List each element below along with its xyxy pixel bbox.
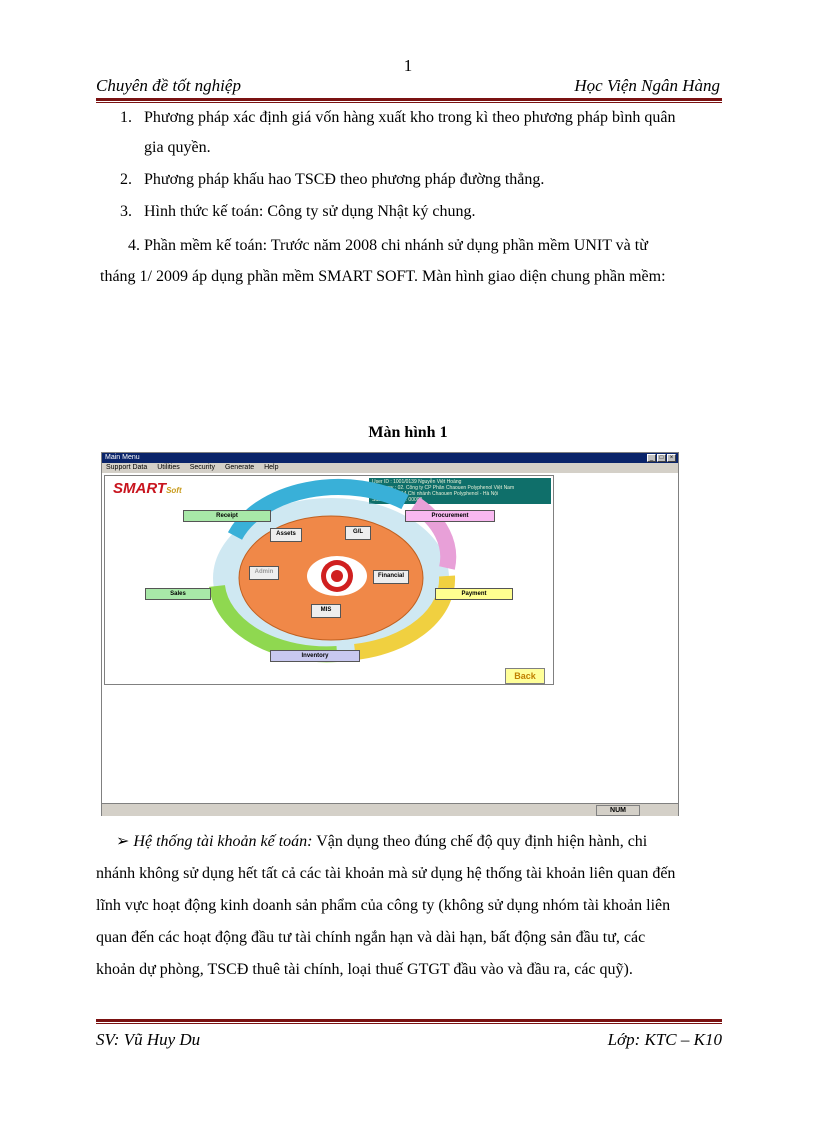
list-item: 1. Phương pháp xác định giá vốn hàng xuất kho trong kì theo phương pháp bình quân xyxy=(120,109,676,126)
list-item-text: Phương pháp khấu hao TSCĐ theo phương pháp đường thẳng. xyxy=(144,171,545,188)
window-title: Main Menu xyxy=(105,454,140,461)
module-inventory[interactable]: Inventory xyxy=(270,650,360,662)
user-info-panel: User ID : 1001/0139 Nguyễn Việt Hoàng Company : 02. Công ty CP Phân Chaouen Polyphenol Việt Nam Operation : 014 Chi nhánh Chaouen Polyphenol - Hà Nội Sub Operation : 00000 xyxy=(369,478,551,504)
smart-soft-logo: SMARTSoft xyxy=(113,480,182,497)
footer-rule-thin xyxy=(96,1023,722,1024)
footer-rule xyxy=(96,1019,722,1022)
header-left: Chuyên đề tốt nghiệp xyxy=(96,76,241,95)
header-right: Học Viện Ngân Hàng xyxy=(574,76,720,95)
menu-help[interactable]: Help xyxy=(264,464,279,471)
module-assets[interactable]: Assets xyxy=(270,528,302,542)
status-bar xyxy=(102,803,678,816)
module-procurement[interactable]: Procurement xyxy=(405,510,495,522)
module-admin[interactable]: Admin xyxy=(249,566,279,580)
software-screenshot xyxy=(101,452,679,816)
arrow-bullet-icon: ➢ xyxy=(116,833,130,850)
module-financial[interactable]: Financial xyxy=(373,570,409,584)
menu-security[interactable]: Security xyxy=(189,464,216,471)
menu-bar xyxy=(102,463,678,473)
list-item-continuation: gia quyền. xyxy=(144,139,211,156)
close-icon[interactable]: × xyxy=(667,454,676,462)
bullet-paragraph: ➢ Hệ thống tài khoản kế toán: Vận dụng theo đúng chế độ quy định hiện hành, chi nhánh không sử dụng hết tất cả các tài khoản mà sử dụng hệ thống tài khoản liên quan đến lĩnh vực hoạt động kinh doanh sản phẩm của công ty (không sử dụng nhóm tài khoản liên quan đến các hoạt động đầu tư tài chính ngắn hạn và dài hạn, bất động sản đầu tư, các khoản dự phòng, TSCĐ thuê tài chính, loại thuế GTGT đầu vào và đầu ra, các quỹ). xyxy=(96,833,676,978)
list-item: 3. Hình thức kế toán: Công ty sử dụng Nhật ký chung. xyxy=(120,203,476,220)
item4-line1: 4. Phần mềm kế toán: Trước năm 2008 chi nhánh sử dụng phần mềm UNIT và từ xyxy=(128,237,648,254)
list-item-text: Phương pháp xác định giá vốn hàng xuất kho trong kì theo phương pháp bình quân xyxy=(144,109,676,126)
bullet-heading: Hệ thống tài khoản kế toán: xyxy=(133,833,313,850)
main-menu-panel xyxy=(104,475,554,685)
footer-left: SV: Vũ Huy Du xyxy=(96,1030,201,1049)
module-sales[interactable]: Sales xyxy=(145,588,211,600)
header-rule xyxy=(96,98,722,101)
menu-generate[interactable]: Generate xyxy=(224,464,255,471)
figure-caption: Màn hình 1 xyxy=(368,424,448,441)
menu-utilities[interactable]: Utilities xyxy=(157,464,180,471)
maximize-icon[interactable]: □ xyxy=(657,454,666,462)
page-number: 1 xyxy=(403,56,413,75)
item4-line2: tháng 1/ 2009 áp dụng phần mềm SMART SOFT. Màn hình giao diện chung phần mềm: xyxy=(100,268,666,285)
list-item-text: Hình thức kế toán: Công ty sử dụng Nhật ký chung. xyxy=(144,203,476,220)
minimize-icon[interactable]: _ xyxy=(647,454,656,462)
window-titlebar xyxy=(102,453,678,463)
list-item: 2. Phương pháp khấu hao TSCĐ theo phương pháp đường thẳng. xyxy=(120,171,545,188)
module-receipt[interactable]: Receipt xyxy=(183,510,271,522)
module-mis[interactable]: MIS xyxy=(311,604,341,618)
footer-right: Lớp: KTC – K10 xyxy=(607,1030,722,1049)
module-payment[interactable]: Payment xyxy=(435,588,513,600)
num-lock-indicator: NUM xyxy=(596,805,640,816)
menu-support-data[interactable]: Support Data xyxy=(106,464,148,471)
module-gl[interactable]: G/L xyxy=(345,526,371,540)
back-button[interactable]: Back xyxy=(505,668,545,684)
